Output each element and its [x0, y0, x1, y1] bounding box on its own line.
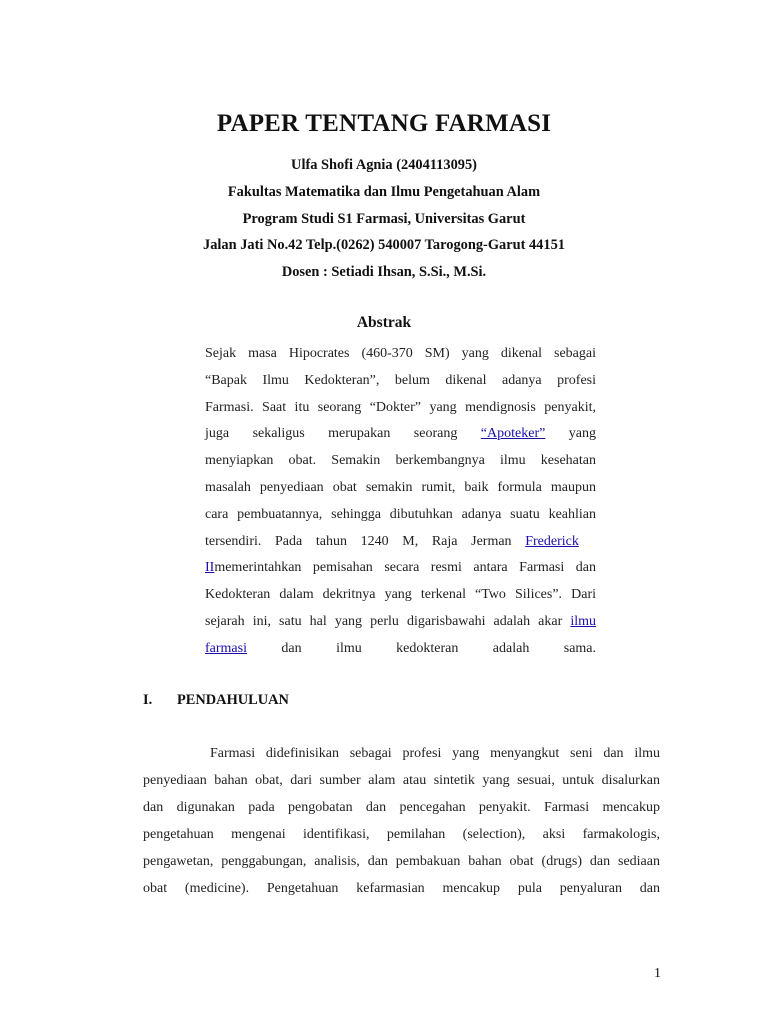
- abstract-line: [205, 529, 596, 556]
- author-block: [0, 152, 768, 286]
- body-line: pengetahuan mengenai identifikasi, pemilahan (selection), aksi farmakologis,: [143, 827, 660, 842]
- body-line: pengawetan, penggabungan, analisis, dan pembakuan bahan obat (drugs) dan sediaan: [143, 854, 660, 869]
- link-farmasi[interactable]: farmasi: [205, 640, 247, 656]
- author-name: Ulfa Shofi Agnia (2404113095): [291, 157, 477, 173]
- abstract-line: [205, 609, 596, 636]
- link-frederick[interactable]: Frederick: [525, 533, 579, 549]
- link-ilmu[interactable]: ilmu: [570, 613, 596, 629]
- lecturer: Dosen : Setiadi Ihsan, S.Si., M.Si.: [281, 264, 487, 281]
- abstract-text: dan ilmu kedokteran adalah sama.: [281, 640, 597, 656]
- abstract-line: menyiapkan obat. Semakin berkembangnya ilmu kesehatan: [205, 453, 596, 469]
- section-title: PENDAHULUAN: [177, 692, 289, 708]
- abstract-line: “Bapak Ilmu Kedokteran”, belum dikenal adanya profesi: [205, 372, 596, 388]
- abstract-line: [205, 636, 596, 663]
- abstract-line: cara pembuatannya, sehingga dibutuhkan adanya suatu keahlian: [205, 506, 596, 522]
- section-body: [143, 740, 660, 902]
- abstract-heading: Abstrak: [356, 314, 412, 331]
- abstract-line: [205, 555, 596, 582]
- link-frederick-ii[interactable]: II: [205, 560, 215, 576]
- abstract-line: Sejak masa Hipocrates (460-370 SM) yang dikenal sebagai: [205, 346, 596, 361]
- abstract-line: Kedokteran dalam dekritnya yang terkenal “Two Silices”. Dari: [205, 587, 596, 603]
- section-heading: [143, 692, 289, 709]
- abstract-line: Farmasi. Saat itu seorang “Dokter” yang mendignosis penyakit,: [205, 399, 596, 415]
- abstract-text: tersendiri. Pada tahun 1240 M, Raja Jerman: [205, 533, 512, 549]
- link-apoteker[interactable]: “Apoteker”: [480, 426, 546, 442]
- section-number: I.: [143, 692, 153, 708]
- body-line: Farmasi didefinisikan sebagai profesi yang menyangkut seni dan ilmu: [210, 746, 660, 761]
- abstract-text: juga sekaligus merupakan seorang: [205, 426, 458, 442]
- study-program: Program Studi S1 Farmasi, Universitas Garut: [242, 210, 526, 227]
- paper-title: PAPER TENTANG FARMASI: [216, 110, 552, 137]
- abstract-line: masalah penyediaan obat semakin rumit, baik formula maupun: [205, 479, 596, 495]
- body-line: dan digunakan pada pengobatan dan pencegahan penyakit. Farmasi mencakup: [143, 800, 660, 815]
- faculty: Fakultas Matematika dan Ilmu Pengetahuan Alam: [227, 183, 541, 200]
- abstract-line: [205, 421, 596, 448]
- body-line: penyediaan bahan obat, dari sumber alam atau sintetik yang sesuai, untuk disalurkan: [143, 773, 660, 788]
- abstract-body: [205, 341, 596, 663]
- page-number: 1: [654, 966, 661, 981]
- address: Jalan Jati No.42 Telp.(0262) 540007 Tarogong-Garut 44151: [203, 237, 565, 254]
- body-line: obat (medicine). Pengetahuan kefarmasian mencakup pula penyaluran dan: [143, 881, 660, 896]
- abstract-text: yang: [568, 426, 597, 442]
- abstract-text: memerintahkan pemisahan secara resmi antara Farmasi dan: [214, 560, 596, 576]
- abstract-text: sejarah ini, satu hal yang perlu digarisbawahi adalah akar: [205, 613, 563, 629]
